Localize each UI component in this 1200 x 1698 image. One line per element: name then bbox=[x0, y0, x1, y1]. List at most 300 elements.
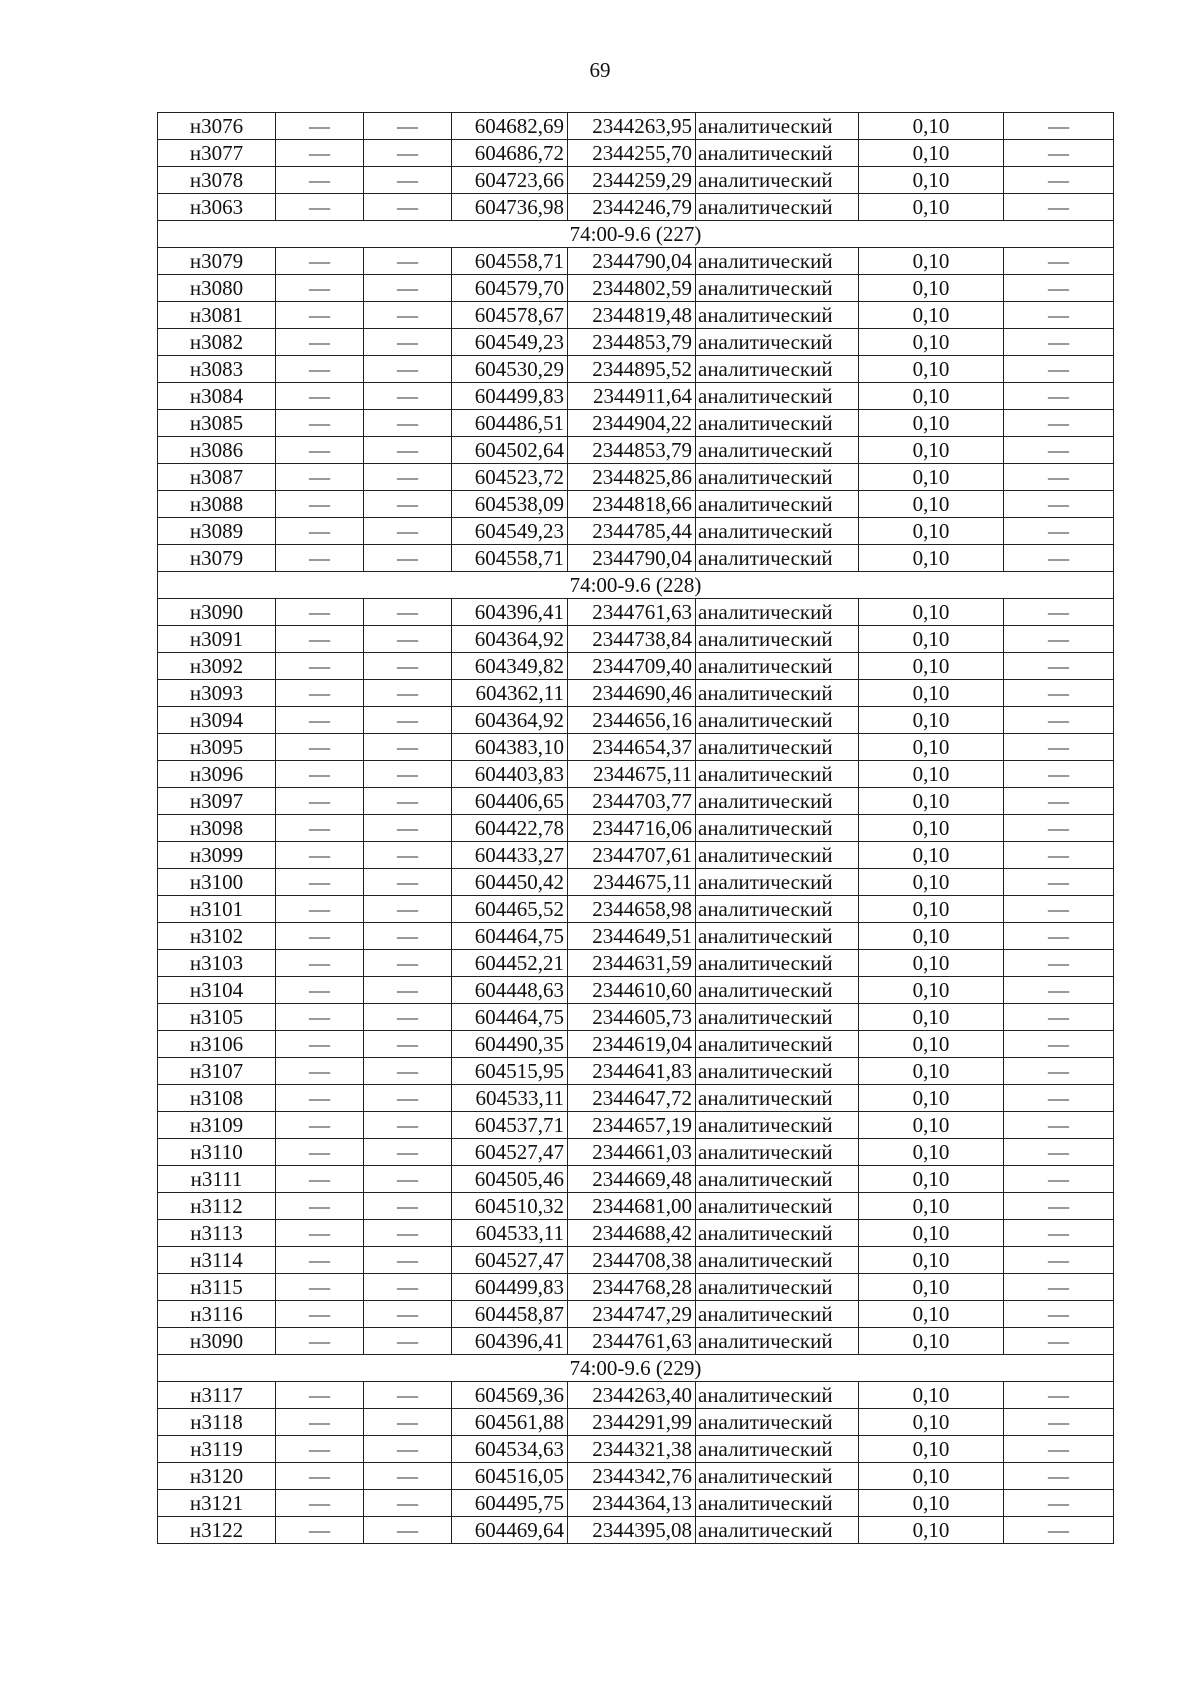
empty-dash-cell: — bbox=[276, 1328, 364, 1355]
table-row bbox=[158, 356, 1114, 383]
point-name-cell: н3116 bbox=[158, 1301, 276, 1328]
accuracy-cell: 0,10 bbox=[859, 1193, 1004, 1220]
empty-dash-cell: — bbox=[1004, 194, 1114, 221]
accuracy-cell: 0,10 bbox=[859, 1220, 1004, 1247]
y-coordinate-cell: 2344768,28 bbox=[568, 1274, 696, 1301]
empty-dash-cell: — bbox=[1004, 1031, 1114, 1058]
empty-dash-cell: — bbox=[276, 923, 364, 950]
empty-dash-cell: — bbox=[276, 302, 364, 329]
method-cell: аналитический bbox=[696, 1490, 859, 1517]
point-name-cell: н3119 bbox=[158, 1436, 276, 1463]
empty-dash-cell: — bbox=[1004, 1274, 1114, 1301]
table-row bbox=[158, 1031, 1114, 1058]
method-cell: аналитический bbox=[696, 1139, 859, 1166]
table-row bbox=[158, 464, 1114, 491]
empty-dash-cell: — bbox=[276, 599, 364, 626]
method-cell: аналитический bbox=[696, 1409, 859, 1436]
x-coordinate-cell: 604533,11 bbox=[452, 1085, 568, 1112]
accuracy-cell: 0,10 bbox=[859, 275, 1004, 302]
empty-dash-cell: — bbox=[276, 1247, 364, 1274]
point-name-cell: н3079 bbox=[158, 545, 276, 572]
y-coordinate-cell: 2344656,16 bbox=[568, 707, 696, 734]
empty-dash-cell: — bbox=[364, 1247, 452, 1274]
point-name-cell: н3114 bbox=[158, 1247, 276, 1274]
y-coordinate-cell: 2344738,84 bbox=[568, 626, 696, 653]
empty-dash-cell: — bbox=[364, 464, 452, 491]
empty-dash-cell: — bbox=[276, 491, 364, 518]
accuracy-cell: 0,10 bbox=[859, 1490, 1004, 1517]
y-coordinate-cell: 2344761,63 bbox=[568, 599, 696, 626]
point-name-cell: н3088 bbox=[158, 491, 276, 518]
accuracy-cell: 0,10 bbox=[859, 383, 1004, 410]
table-row bbox=[158, 248, 1114, 275]
y-coordinate-cell: 2344675,11 bbox=[568, 761, 696, 788]
x-coordinate-cell: 604523,72 bbox=[452, 464, 568, 491]
method-cell: аналитический bbox=[696, 491, 859, 518]
x-coordinate-cell: 604579,70 bbox=[452, 275, 568, 302]
y-coordinate-cell: 2344342,76 bbox=[568, 1463, 696, 1490]
empty-dash-cell: — bbox=[1004, 1328, 1114, 1355]
x-coordinate-cell: 604396,41 bbox=[452, 599, 568, 626]
empty-dash-cell: — bbox=[1004, 1409, 1114, 1436]
y-coordinate-cell: 2344669,48 bbox=[568, 1166, 696, 1193]
method-cell: аналитический bbox=[696, 1517, 859, 1544]
x-coordinate-cell: 604464,75 bbox=[452, 1004, 568, 1031]
x-coordinate-cell: 604527,47 bbox=[452, 1139, 568, 1166]
table-row bbox=[158, 1058, 1114, 1085]
method-cell: аналитический bbox=[696, 1274, 859, 1301]
empty-dash-cell: — bbox=[364, 1139, 452, 1166]
table-row bbox=[158, 1139, 1114, 1166]
table-row bbox=[158, 410, 1114, 437]
table-row bbox=[158, 329, 1114, 356]
x-coordinate-cell: 604505,46 bbox=[452, 1166, 568, 1193]
y-coordinate-cell: 2344747,29 bbox=[568, 1301, 696, 1328]
table-row bbox=[158, 1247, 1114, 1274]
y-coordinate-cell: 2344819,48 bbox=[568, 302, 696, 329]
y-coordinate-cell: 2344681,00 bbox=[568, 1193, 696, 1220]
empty-dash-cell: — bbox=[1004, 1139, 1114, 1166]
empty-dash-cell: — bbox=[1004, 923, 1114, 950]
table-row bbox=[158, 275, 1114, 302]
empty-dash-cell: — bbox=[1004, 1085, 1114, 1112]
y-coordinate-cell: 2344716,06 bbox=[568, 815, 696, 842]
empty-dash-cell: — bbox=[364, 977, 452, 1004]
method-cell: аналитический bbox=[696, 545, 859, 572]
method-cell: аналитический bbox=[696, 167, 859, 194]
y-coordinate-cell: 2344904,22 bbox=[568, 410, 696, 437]
empty-dash-cell: — bbox=[276, 1220, 364, 1247]
x-coordinate-cell: 604486,51 bbox=[452, 410, 568, 437]
table-row bbox=[158, 1301, 1114, 1328]
section-row bbox=[158, 221, 1114, 248]
point-name-cell: н3098 bbox=[158, 815, 276, 842]
accuracy-cell: 0,10 bbox=[859, 410, 1004, 437]
y-coordinate-cell: 2344631,59 bbox=[568, 950, 696, 977]
accuracy-cell: 0,10 bbox=[859, 491, 1004, 518]
x-coordinate-cell: 604469,64 bbox=[452, 1517, 568, 1544]
y-coordinate-cell: 2344291,99 bbox=[568, 1409, 696, 1436]
y-coordinate-cell: 2344658,98 bbox=[568, 896, 696, 923]
empty-dash-cell: — bbox=[364, 950, 452, 977]
empty-dash-cell: — bbox=[364, 140, 452, 167]
table-row bbox=[158, 815, 1114, 842]
empty-dash-cell: — bbox=[276, 626, 364, 653]
point-name-cell: н3086 bbox=[158, 437, 276, 464]
empty-dash-cell: — bbox=[364, 1301, 452, 1328]
x-coordinate-cell: 604533,11 bbox=[452, 1220, 568, 1247]
method-cell: аналитический bbox=[696, 896, 859, 923]
point-name-cell: н3115 bbox=[158, 1274, 276, 1301]
y-coordinate-cell: 2344688,42 bbox=[568, 1220, 696, 1247]
x-coordinate-cell: 604549,23 bbox=[452, 329, 568, 356]
method-cell: аналитический bbox=[696, 194, 859, 221]
x-coordinate-cell: 604502,64 bbox=[452, 437, 568, 464]
empty-dash-cell: — bbox=[364, 923, 452, 950]
x-coordinate-cell: 604490,35 bbox=[452, 1031, 568, 1058]
empty-dash-cell: — bbox=[364, 1220, 452, 1247]
empty-dash-cell: — bbox=[276, 1301, 364, 1328]
x-coordinate-cell: 604537,71 bbox=[452, 1112, 568, 1139]
point-name-cell: н3110 bbox=[158, 1139, 276, 1166]
x-coordinate-cell: 604736,98 bbox=[452, 194, 568, 221]
point-name-cell: н3076 bbox=[158, 113, 276, 140]
empty-dash-cell: — bbox=[364, 383, 452, 410]
empty-dash-cell: — bbox=[1004, 518, 1114, 545]
empty-dash-cell: — bbox=[364, 1328, 452, 1355]
empty-dash-cell: — bbox=[1004, 1490, 1114, 1517]
accuracy-cell: 0,10 bbox=[859, 545, 1004, 572]
point-name-cell: н3108 bbox=[158, 1085, 276, 1112]
method-cell: аналитический bbox=[696, 842, 859, 869]
empty-dash-cell: — bbox=[364, 734, 452, 761]
empty-dash-cell: — bbox=[1004, 1193, 1114, 1220]
method-cell: аналитический bbox=[696, 1463, 859, 1490]
point-name-cell: н3079 bbox=[158, 248, 276, 275]
y-coordinate-cell: 2344610,60 bbox=[568, 977, 696, 1004]
empty-dash-cell: — bbox=[1004, 437, 1114, 464]
y-coordinate-cell: 2344263,40 bbox=[568, 1382, 696, 1409]
x-coordinate-cell: 604558,71 bbox=[452, 545, 568, 572]
empty-dash-cell: — bbox=[276, 437, 364, 464]
accuracy-cell: 0,10 bbox=[859, 1517, 1004, 1544]
point-name-cell: н3093 bbox=[158, 680, 276, 707]
empty-dash-cell: — bbox=[1004, 707, 1114, 734]
point-name-cell: н3095 bbox=[158, 734, 276, 761]
table-row bbox=[158, 491, 1114, 518]
empty-dash-cell: — bbox=[364, 815, 452, 842]
empty-dash-cell: — bbox=[1004, 653, 1114, 680]
empty-dash-cell: — bbox=[276, 1004, 364, 1031]
x-coordinate-cell: 604364,92 bbox=[452, 707, 568, 734]
empty-dash-cell: — bbox=[364, 1004, 452, 1031]
point-name-cell: н3090 bbox=[158, 1328, 276, 1355]
coordinates-table bbox=[157, 112, 1114, 1544]
method-cell: аналитический bbox=[696, 140, 859, 167]
empty-dash-cell: — bbox=[276, 761, 364, 788]
empty-dash-cell: — bbox=[364, 1382, 452, 1409]
point-name-cell: н3078 bbox=[158, 167, 276, 194]
x-coordinate-cell: 604465,52 bbox=[452, 896, 568, 923]
section-row bbox=[158, 572, 1114, 599]
x-coordinate-cell: 604383,10 bbox=[452, 734, 568, 761]
table-row bbox=[158, 1112, 1114, 1139]
table-row bbox=[158, 761, 1114, 788]
y-coordinate-cell: 2344619,04 bbox=[568, 1031, 696, 1058]
empty-dash-cell: — bbox=[1004, 1436, 1114, 1463]
method-cell: аналитический bbox=[696, 248, 859, 275]
point-name-cell: н3063 bbox=[158, 194, 276, 221]
empty-dash-cell: — bbox=[1004, 140, 1114, 167]
empty-dash-cell: — bbox=[276, 1436, 364, 1463]
table-row bbox=[158, 626, 1114, 653]
table-row bbox=[158, 437, 1114, 464]
empty-dash-cell: — bbox=[1004, 1463, 1114, 1490]
y-coordinate-cell: 2344395,08 bbox=[568, 1517, 696, 1544]
method-cell: аналитический bbox=[696, 1058, 859, 1085]
empty-dash-cell: — bbox=[276, 1193, 364, 1220]
y-coordinate-cell: 2344853,79 bbox=[568, 437, 696, 464]
accuracy-cell: 0,10 bbox=[859, 707, 1004, 734]
x-coordinate-cell: 604534,63 bbox=[452, 1436, 568, 1463]
empty-dash-cell: — bbox=[1004, 788, 1114, 815]
table-row bbox=[158, 680, 1114, 707]
empty-dash-cell: — bbox=[1004, 1058, 1114, 1085]
empty-dash-cell: — bbox=[1004, 1112, 1114, 1139]
empty-dash-cell: — bbox=[276, 977, 364, 1004]
table-row bbox=[158, 518, 1114, 545]
x-coordinate-cell: 604403,83 bbox=[452, 761, 568, 788]
empty-dash-cell: — bbox=[1004, 842, 1114, 869]
table-row bbox=[158, 1490, 1114, 1517]
x-coordinate-cell: 604458,87 bbox=[452, 1301, 568, 1328]
y-coordinate-cell: 2344263,95 bbox=[568, 113, 696, 140]
empty-dash-cell: — bbox=[1004, 1247, 1114, 1274]
accuracy-cell: 0,10 bbox=[859, 626, 1004, 653]
accuracy-cell: 0,10 bbox=[859, 167, 1004, 194]
point-name-cell: н3105 bbox=[158, 1004, 276, 1031]
point-name-cell: н3106 bbox=[158, 1031, 276, 1058]
accuracy-cell: 0,10 bbox=[859, 113, 1004, 140]
point-name-cell: н3096 bbox=[158, 761, 276, 788]
empty-dash-cell: — bbox=[1004, 545, 1114, 572]
point-name-cell: н3120 bbox=[158, 1463, 276, 1490]
method-cell: аналитический bbox=[696, 680, 859, 707]
accuracy-cell: 0,10 bbox=[859, 896, 1004, 923]
method-cell: аналитический bbox=[696, 815, 859, 842]
empty-dash-cell: — bbox=[364, 1274, 452, 1301]
point-name-cell: н3109 bbox=[158, 1112, 276, 1139]
empty-dash-cell: — bbox=[364, 356, 452, 383]
empty-dash-cell: — bbox=[1004, 248, 1114, 275]
accuracy-cell: 0,10 bbox=[859, 761, 1004, 788]
accuracy-cell: 0,10 bbox=[859, 1409, 1004, 1436]
accuracy-cell: 0,10 bbox=[859, 140, 1004, 167]
point-name-cell: н3104 bbox=[158, 977, 276, 1004]
method-cell: аналитический bbox=[696, 1382, 859, 1409]
point-name-cell: н3083 bbox=[158, 356, 276, 383]
point-name-cell: н3117 bbox=[158, 1382, 276, 1409]
empty-dash-cell: — bbox=[276, 140, 364, 167]
point-name-cell: н3111 bbox=[158, 1166, 276, 1193]
page-number: 69 bbox=[589, 58, 611, 82]
method-cell: аналитический bbox=[696, 1436, 859, 1463]
x-coordinate-cell: 604362,11 bbox=[452, 680, 568, 707]
accuracy-cell: 0,10 bbox=[859, 1112, 1004, 1139]
accuracy-cell: 0,10 bbox=[859, 356, 1004, 383]
point-name-cell: н3082 bbox=[158, 329, 276, 356]
x-coordinate-cell: 604578,67 bbox=[452, 302, 568, 329]
empty-dash-cell: — bbox=[276, 167, 364, 194]
empty-dash-cell: — bbox=[364, 1490, 452, 1517]
empty-dash-cell: — bbox=[276, 356, 364, 383]
empty-dash-cell: — bbox=[1004, 815, 1114, 842]
point-name-cell: н3077 bbox=[158, 140, 276, 167]
point-name-cell: н3084 bbox=[158, 383, 276, 410]
empty-dash-cell: — bbox=[1004, 302, 1114, 329]
empty-dash-cell: — bbox=[364, 1517, 452, 1544]
method-cell: аналитический bbox=[696, 437, 859, 464]
method-cell: аналитический bbox=[696, 653, 859, 680]
x-coordinate-cell: 604538,09 bbox=[452, 491, 568, 518]
point-name-cell: н3081 bbox=[158, 302, 276, 329]
empty-dash-cell: — bbox=[276, 1058, 364, 1085]
accuracy-cell: 0,10 bbox=[859, 1031, 1004, 1058]
empty-dash-cell: — bbox=[1004, 1220, 1114, 1247]
empty-dash-cell: — bbox=[276, 248, 364, 275]
table-row bbox=[158, 1328, 1114, 1355]
empty-dash-cell: — bbox=[1004, 329, 1114, 356]
empty-dash-cell: — bbox=[1004, 680, 1114, 707]
x-coordinate-cell: 604527,47 bbox=[452, 1247, 568, 1274]
empty-dash-cell: — bbox=[364, 653, 452, 680]
empty-dash-cell: — bbox=[276, 842, 364, 869]
table-row bbox=[158, 1463, 1114, 1490]
empty-dash-cell: — bbox=[276, 680, 364, 707]
point-name-cell: н3102 bbox=[158, 923, 276, 950]
table-row bbox=[158, 1382, 1114, 1409]
x-coordinate-cell: 604723,66 bbox=[452, 167, 568, 194]
empty-dash-cell: — bbox=[364, 167, 452, 194]
empty-dash-cell: — bbox=[364, 545, 452, 572]
empty-dash-cell: — bbox=[364, 1193, 452, 1220]
empty-dash-cell: — bbox=[276, 329, 364, 356]
empty-dash-cell: — bbox=[276, 1490, 364, 1517]
section-label: 74:00-9.6 (227) bbox=[158, 221, 1114, 248]
point-name-cell: н3101 bbox=[158, 896, 276, 923]
y-coordinate-cell: 2344654,37 bbox=[568, 734, 696, 761]
empty-dash-cell: — bbox=[276, 464, 364, 491]
empty-dash-cell: — bbox=[276, 1166, 364, 1193]
method-cell: аналитический bbox=[696, 1166, 859, 1193]
accuracy-cell: 0,10 bbox=[859, 1301, 1004, 1328]
accuracy-cell: 0,10 bbox=[859, 1085, 1004, 1112]
y-coordinate-cell: 2344703,77 bbox=[568, 788, 696, 815]
empty-dash-cell: — bbox=[276, 788, 364, 815]
table-row bbox=[158, 167, 1114, 194]
accuracy-cell: 0,10 bbox=[859, 464, 1004, 491]
x-coordinate-cell: 604422,78 bbox=[452, 815, 568, 842]
method-cell: аналитический bbox=[696, 923, 859, 950]
point-name-cell: н3094 bbox=[158, 707, 276, 734]
method-cell: аналитический bbox=[696, 1004, 859, 1031]
table-row bbox=[158, 140, 1114, 167]
x-coordinate-cell: 604450,42 bbox=[452, 869, 568, 896]
empty-dash-cell: — bbox=[364, 491, 452, 518]
y-coordinate-cell: 2344255,70 bbox=[568, 140, 696, 167]
empty-dash-cell: — bbox=[1004, 167, 1114, 194]
empty-dash-cell: — bbox=[276, 545, 364, 572]
point-name-cell: н3113 bbox=[158, 1220, 276, 1247]
table-row bbox=[158, 896, 1114, 923]
point-name-cell: н3097 bbox=[158, 788, 276, 815]
empty-dash-cell: — bbox=[364, 437, 452, 464]
x-coordinate-cell: 604558,71 bbox=[452, 248, 568, 275]
x-coordinate-cell: 604495,75 bbox=[452, 1490, 568, 1517]
method-cell: аналитический bbox=[696, 383, 859, 410]
empty-dash-cell: — bbox=[1004, 383, 1114, 410]
accuracy-cell: 0,10 bbox=[859, 1058, 1004, 1085]
table-row bbox=[158, 1274, 1114, 1301]
empty-dash-cell: — bbox=[364, 518, 452, 545]
method-cell: аналитический bbox=[696, 1328, 859, 1355]
empty-dash-cell: — bbox=[276, 1382, 364, 1409]
accuracy-cell: 0,10 bbox=[859, 1382, 1004, 1409]
method-cell: аналитический bbox=[696, 518, 859, 545]
point-name-cell: н3100 bbox=[158, 869, 276, 896]
table-row bbox=[158, 734, 1114, 761]
y-coordinate-cell: 2344709,40 bbox=[568, 653, 696, 680]
x-coordinate-cell: 604682,69 bbox=[452, 113, 568, 140]
accuracy-cell: 0,10 bbox=[859, 248, 1004, 275]
method-cell: аналитический bbox=[696, 707, 859, 734]
empty-dash-cell: — bbox=[364, 113, 452, 140]
point-name-cell: н3091 bbox=[158, 626, 276, 653]
empty-dash-cell: — bbox=[276, 1139, 364, 1166]
empty-dash-cell: — bbox=[1004, 977, 1114, 1004]
empty-dash-cell: — bbox=[1004, 1166, 1114, 1193]
table-row bbox=[158, 977, 1114, 1004]
table-row bbox=[158, 653, 1114, 680]
method-cell: аналитический bbox=[696, 464, 859, 491]
empty-dash-cell: — bbox=[276, 1463, 364, 1490]
y-coordinate-cell: 2344708,38 bbox=[568, 1247, 696, 1274]
empty-dash-cell: — bbox=[276, 653, 364, 680]
x-coordinate-cell: 604549,23 bbox=[452, 518, 568, 545]
empty-dash-cell: — bbox=[364, 896, 452, 923]
empty-dash-cell: — bbox=[364, 302, 452, 329]
empty-dash-cell: — bbox=[364, 410, 452, 437]
empty-dash-cell: — bbox=[364, 329, 452, 356]
x-coordinate-cell: 604433,27 bbox=[452, 842, 568, 869]
method-cell: аналитический bbox=[696, 1193, 859, 1220]
table-row bbox=[158, 869, 1114, 896]
y-coordinate-cell: 2344818,66 bbox=[568, 491, 696, 518]
empty-dash-cell: — bbox=[276, 896, 364, 923]
x-coordinate-cell: 604452,21 bbox=[452, 950, 568, 977]
empty-dash-cell: — bbox=[1004, 626, 1114, 653]
x-coordinate-cell: 604364,92 bbox=[452, 626, 568, 653]
y-coordinate-cell: 2344641,83 bbox=[568, 1058, 696, 1085]
empty-dash-cell: — bbox=[364, 194, 452, 221]
x-coordinate-cell: 604530,29 bbox=[452, 356, 568, 383]
empty-dash-cell: — bbox=[364, 1409, 452, 1436]
table-row bbox=[158, 599, 1114, 626]
empty-dash-cell: — bbox=[364, 707, 452, 734]
empty-dash-cell: — bbox=[1004, 599, 1114, 626]
y-coordinate-cell: 2344321,38 bbox=[568, 1436, 696, 1463]
y-coordinate-cell: 2344895,52 bbox=[568, 356, 696, 383]
